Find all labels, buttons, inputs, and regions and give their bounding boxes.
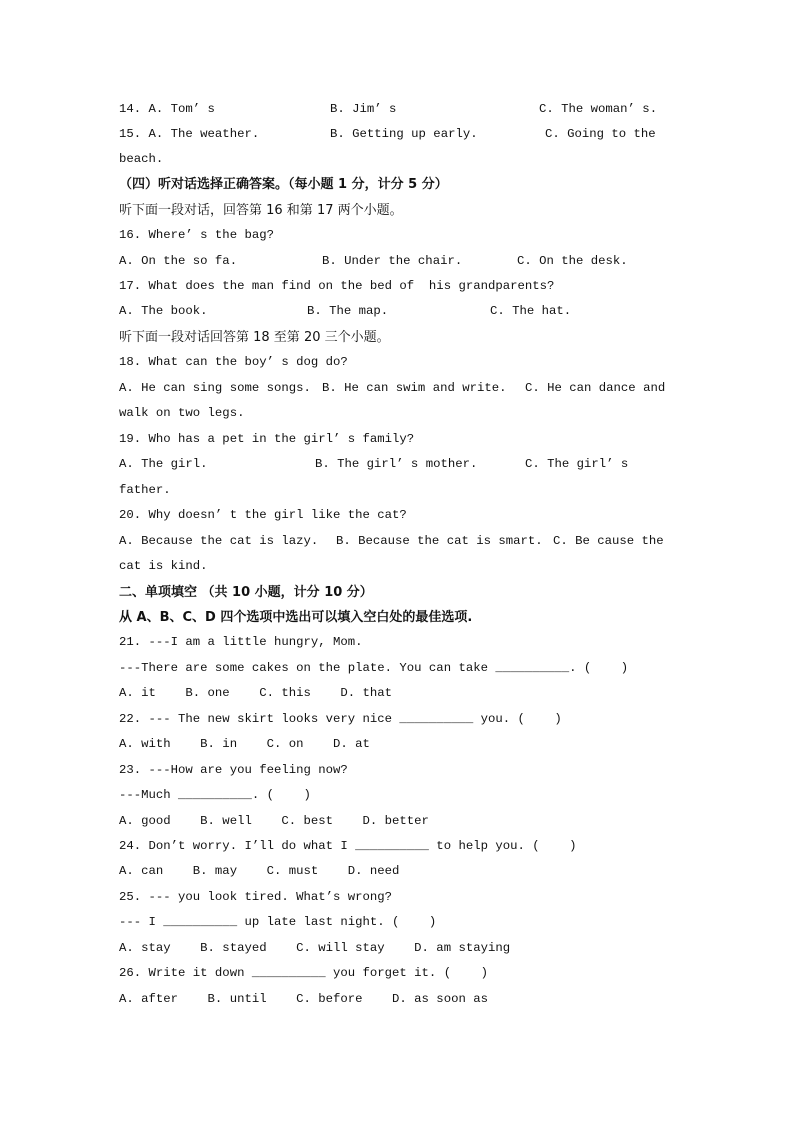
section-2-title: 二、单项填空 （共 10 小题，计分 10 分） bbox=[119, 585, 373, 600]
section-4-instruction-2: 听下面一段对话回答第 18 至第 20 三个小题。 bbox=[119, 330, 390, 345]
q18-option-c: C. He can dance and bbox=[525, 381, 666, 395]
q14-option-b: B. Jim’ s bbox=[330, 102, 397, 116]
q16-option-b: B. Under the chair. bbox=[322, 254, 463, 268]
q17-option-a: A. The book. bbox=[119, 304, 208, 318]
question-19-options bbox=[119, 452, 684, 477]
question-20-options bbox=[119, 529, 684, 554]
section-2-instruction: 从 A、B、C、D 四个选项中选出可以填入空白处的最佳选项. bbox=[119, 610, 473, 625]
q19-option-c-continued: father. bbox=[119, 483, 171, 497]
question-23-line-2: ---Much __________. ( ) bbox=[119, 788, 311, 802]
question-25-options: A. stay B. stayed C. will stay D. am staying bbox=[119, 941, 511, 955]
q15-option-c: C. Going to the bbox=[545, 127, 656, 141]
question-26-options: A. after B. until C. before D. as soon as bbox=[119, 992, 488, 1006]
q14-option-a: 14. A. Tom’ s bbox=[119, 102, 215, 116]
question-16-stem: 16. Where’ s the bag? bbox=[119, 228, 274, 242]
q18-option-c-continued: walk on two legs. bbox=[119, 406, 245, 420]
q20-option-c-continued: cat is kind. bbox=[119, 559, 208, 573]
question-21-line-2: ---There are some cakes on the plate. You can take __________. ( ) bbox=[119, 661, 629, 675]
section-4-title: （四）听对话选择正确答案。（每小题 1 分，计分 5 分） bbox=[119, 177, 448, 192]
question-21-line-1: 21. ---I am a little hungry, Mom. bbox=[119, 635, 363, 649]
q20-option-b: B. Because the cat is smart. bbox=[336, 534, 543, 548]
question-24-line-1: 24. Don’t worry. I’ll do what I __________ to help you. ( ) bbox=[119, 839, 577, 853]
q14-option-c: C. The woman’ s. bbox=[539, 102, 658, 116]
question-15-options bbox=[119, 122, 684, 147]
question-18-options bbox=[119, 376, 684, 401]
q15-option-b: B. Getting up early. bbox=[330, 127, 478, 141]
question-23-line-1: 23. ---How are you feeling now? bbox=[119, 763, 348, 777]
question-23-options: A. good B. well C. best D. better bbox=[119, 814, 429, 828]
q16-option-c: C. On the desk. bbox=[517, 254, 628, 268]
question-18-stem: 18. What can the boy’ s dog do? bbox=[119, 355, 348, 369]
q19-option-a: A. The girl. bbox=[119, 457, 208, 471]
q15-option-a: 15. A. The weather. bbox=[119, 127, 260, 141]
q20-option-a: A. Because the cat is lazy. bbox=[119, 534, 319, 548]
q17-option-b: B. The map. bbox=[307, 304, 389, 318]
question-14-options bbox=[119, 97, 684, 122]
question-16-options bbox=[119, 249, 684, 274]
question-24-options: A. can B. may C. must D. need bbox=[119, 864, 400, 878]
q17-option-c: C. The hat. bbox=[490, 304, 572, 318]
question-25-line-1: 25. --- you look tired. What’s wrong? bbox=[119, 890, 393, 904]
question-17-stem: 17. What does the man find on the bed of his grandparents? bbox=[119, 279, 555, 293]
q20-option-c: C. Be cause the bbox=[553, 534, 664, 548]
q19-option-c: C. The girl’ s bbox=[525, 457, 629, 471]
question-22-line-1: 22. --- The new skirt looks very nice __________ you. ( ) bbox=[119, 712, 562, 726]
question-17-options bbox=[119, 299, 684, 324]
q15-option-c-continued: beach. bbox=[119, 152, 164, 166]
section-4-instruction-1: 听下面一段对话，回答第 16 和第 17 两个小题。 bbox=[119, 203, 403, 218]
q18-option-b: B. He can swim and write. bbox=[322, 381, 507, 395]
question-19-stem: 19. Who has a pet in the girl’ s family? bbox=[119, 432, 415, 446]
question-21-options: A. it B. one C. this D. that bbox=[119, 686, 393, 700]
q19-option-b: B. The girl’ s mother. bbox=[315, 457, 478, 471]
question-20-stem: 20. Why doesn’ t the girl like the cat? bbox=[119, 508, 407, 522]
question-26-line-1: 26. Write it down __________ you forget it. ( ) bbox=[119, 966, 488, 980]
q18-option-a: A. He can sing some songs. bbox=[119, 381, 311, 395]
q16-option-a: A. On the so fa. bbox=[119, 254, 238, 268]
question-25-line-2: --- I __________ up late last night. ( ) bbox=[119, 915, 437, 929]
question-22-options: A. with B. in C. on D. at bbox=[119, 737, 370, 751]
